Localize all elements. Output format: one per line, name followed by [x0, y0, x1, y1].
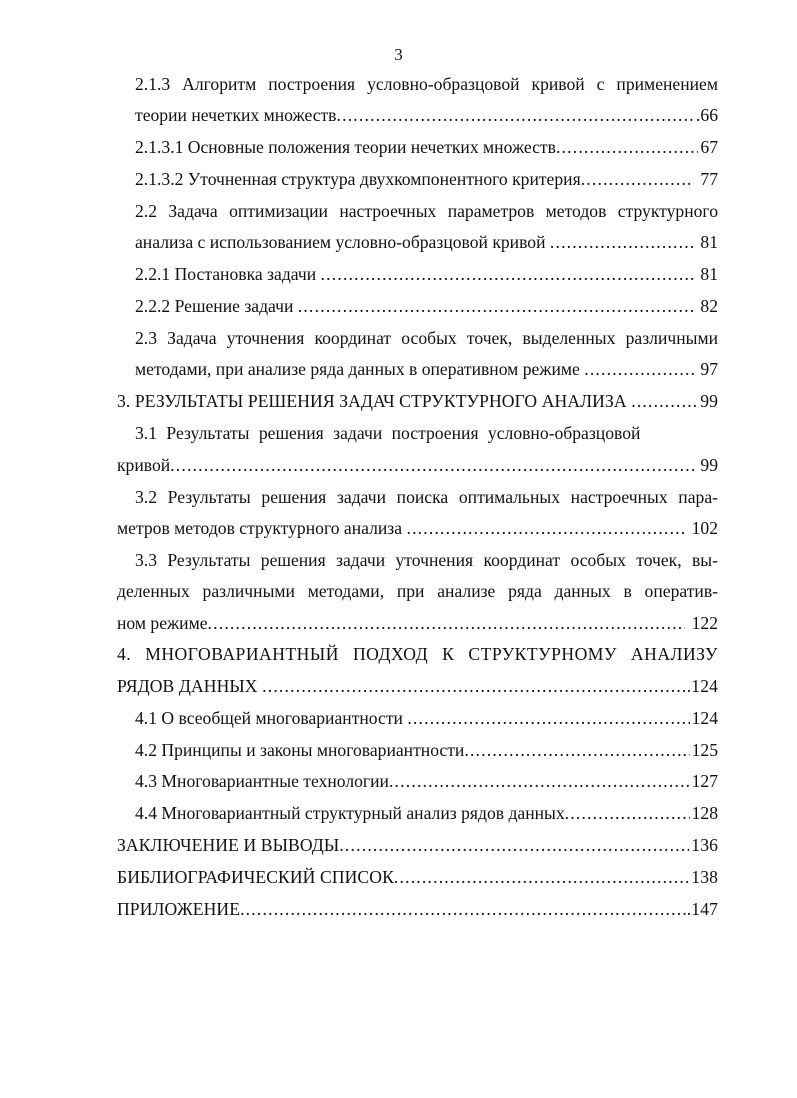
toc-entry-title: ЗАКЛЮЧЕНИЕ И ВЫВОДЫ: [117, 835, 340, 855]
toc-entry-3-2-line1: 3.2 Результаты решения задачи поиска оптимальных настроечных пара-: [135, 487, 718, 507]
dot-leader: [584, 358, 694, 380]
toc-entry-title: 2.2.1 Постановка задачи: [135, 264, 321, 284]
toc-entry-title: 2.1.3.1 Основные положения теории нечетких множеств: [135, 137, 556, 157]
toc-entry-title: 2.1.3.2 Уточненная структура двухкомпонентного критерия: [135, 169, 581, 189]
toc-entry-2-1-3-2[interactable]: [135, 168, 718, 190]
toc-page-number: ..147: [682, 899, 718, 919]
toc-entry-4-2[interactable]: [135, 739, 718, 761]
toc-entry-bibliography[interactable]: [117, 866, 718, 888]
toc-entry-4-3[interactable]: [135, 770, 718, 792]
toc-page-number: 124: [691, 708, 718, 728]
toc-page-number: .66: [696, 105, 718, 125]
toc-entry-4-1[interactable]: [135, 707, 718, 729]
toc-page-number: 81: [696, 232, 718, 252]
toc-entry-title: 4.2 Принципы и законы многовариантности: [135, 740, 465, 760]
toc-entry-4-line1: 4. МНОГОВАРИАНТНЫЙ ПОДХОД К СТРУКТУРНОМУ АНАЛИЗУ: [117, 644, 718, 664]
toc-page-number: 82: [696, 296, 718, 316]
toc-page-number: 136: [691, 835, 718, 855]
toc-entry-4-4[interactable]: [135, 802, 718, 824]
toc-entry-title: кривой: [117, 455, 171, 475]
toc-entry-3-3-line1: 3.3 Результаты решения задачи уточнения координат особых точек, вы-: [135, 550, 718, 570]
toc-entry-3-3[interactable]: [117, 612, 718, 634]
dot-leader: [321, 263, 694, 285]
toc-page-number: 99: [700, 391, 718, 411]
toc-entry-title: 4.3 Многовариантные технологии: [135, 771, 389, 791]
dot-leader: [337, 104, 695, 126]
toc-entry-2-2-line1: 2.2 Задача оптимизации настроечных параметров методов структурного: [135, 201, 718, 221]
toc-entry-2-1-3-1[interactable]: [135, 136, 718, 158]
toc-entry-title: анализа с использованием условно-образцовой кривой: [135, 232, 550, 252]
dot-leader: [298, 295, 694, 317]
toc-entry-title: 2.2.2 Решение задачи: [135, 296, 298, 316]
toc-page-number: 127: [691, 771, 718, 791]
dot-leader: [394, 866, 689, 888]
toc-page-number: 77: [696, 169, 718, 189]
toc-entry-title: РЯДОВ ДАННЫХ: [117, 676, 263, 696]
toc-entry-2-1-3-line1: 2.1.3 Алгоритм построения условно-образцовой кривой с применением: [135, 74, 718, 94]
toc-entry-3-2[interactable]: [117, 517, 718, 539]
dot-leader: [170, 454, 694, 476]
dot-leader: [406, 517, 685, 539]
page-number: 3: [394, 45, 403, 64]
dot-leader: [581, 168, 694, 190]
toc-entry-2-2-1[interactable]: [135, 263, 718, 285]
toc-page-number: 125: [691, 740, 718, 760]
dot-leader: [464, 739, 689, 761]
toc-entry-title: метров методов структурного анализа: [117, 518, 407, 538]
dot-leader: [407, 707, 689, 729]
toc-page-number: .124: [686, 676, 718, 696]
toc-entry-2-2[interactable]: [135, 231, 718, 253]
dot-leader: [262, 675, 685, 697]
toc-entry-title: ном режиме: [117, 613, 208, 633]
dot-leader: [550, 231, 694, 253]
toc-page-number: 67: [700, 137, 718, 157]
toc-entry-2-2-2[interactable]: [135, 295, 718, 317]
toc-page-number: 81: [696, 264, 718, 284]
toc-entry-title: 4.4 Многовариантный структурный анализ рядов данных: [135, 803, 565, 823]
toc-entry-title: методами, при анализе ряда данных в оперативном режиме: [135, 359, 585, 379]
toc-entry-3-3-line2: деленных различными методами, при анализе ряда данных в оператив-: [117, 581, 718, 601]
toc-entry-3-1[interactable]: [117, 454, 718, 476]
dot-leader: [240, 898, 680, 920]
toc-page-number: 122: [687, 613, 718, 633]
toc-entry-3-1-line1: 3.1 Результаты решения задачи построения условно-образцовой: [135, 423, 641, 443]
toc-page-number: 128: [691, 803, 718, 823]
toc-entry-2-3-line1: 2.3 Задача уточнения координат особых точек, выделенных различными: [135, 328, 718, 348]
toc-entry-2-1-3[interactable]: [135, 104, 718, 126]
toc-entry-4[interactable]: [117, 675, 718, 697]
toc-entry-3[interactable]: [117, 390, 718, 412]
toc-entry-title: БИБЛИОГРАФИЧЕСКИЙ СПИСОК: [117, 867, 394, 887]
toc-page-number: 102: [687, 518, 718, 538]
dot-leader: [565, 802, 690, 824]
toc-entry-appendix[interactable]: [117, 898, 718, 920]
toc-entry-title: теории нечетких множеств: [135, 105, 337, 125]
toc-entry-conclusion[interactable]: [117, 834, 718, 856]
toc-page-number: 138: [691, 867, 718, 887]
dot-leader: [631, 390, 698, 412]
dot-leader: [556, 136, 698, 158]
toc-entry-title: 3. РЕЗУЛЬТАТЫ РЕШЕНИЯ ЗАДАЧ СТРУКТУРНОГО АНАЛИЗА: [117, 391, 632, 411]
toc-page-number: 99: [696, 455, 718, 475]
toc-entry-title: 4.1 О всеобщей многовариантности: [135, 708, 408, 728]
toc-page-number: 97: [696, 359, 718, 379]
toc-entry-title: ПРИЛОЖЕНИЕ: [117, 899, 241, 919]
dot-leader: [339, 834, 689, 856]
dot-leader: [389, 770, 690, 792]
dot-leader: [208, 612, 686, 634]
toc-entry-2-3[interactable]: [135, 358, 718, 380]
